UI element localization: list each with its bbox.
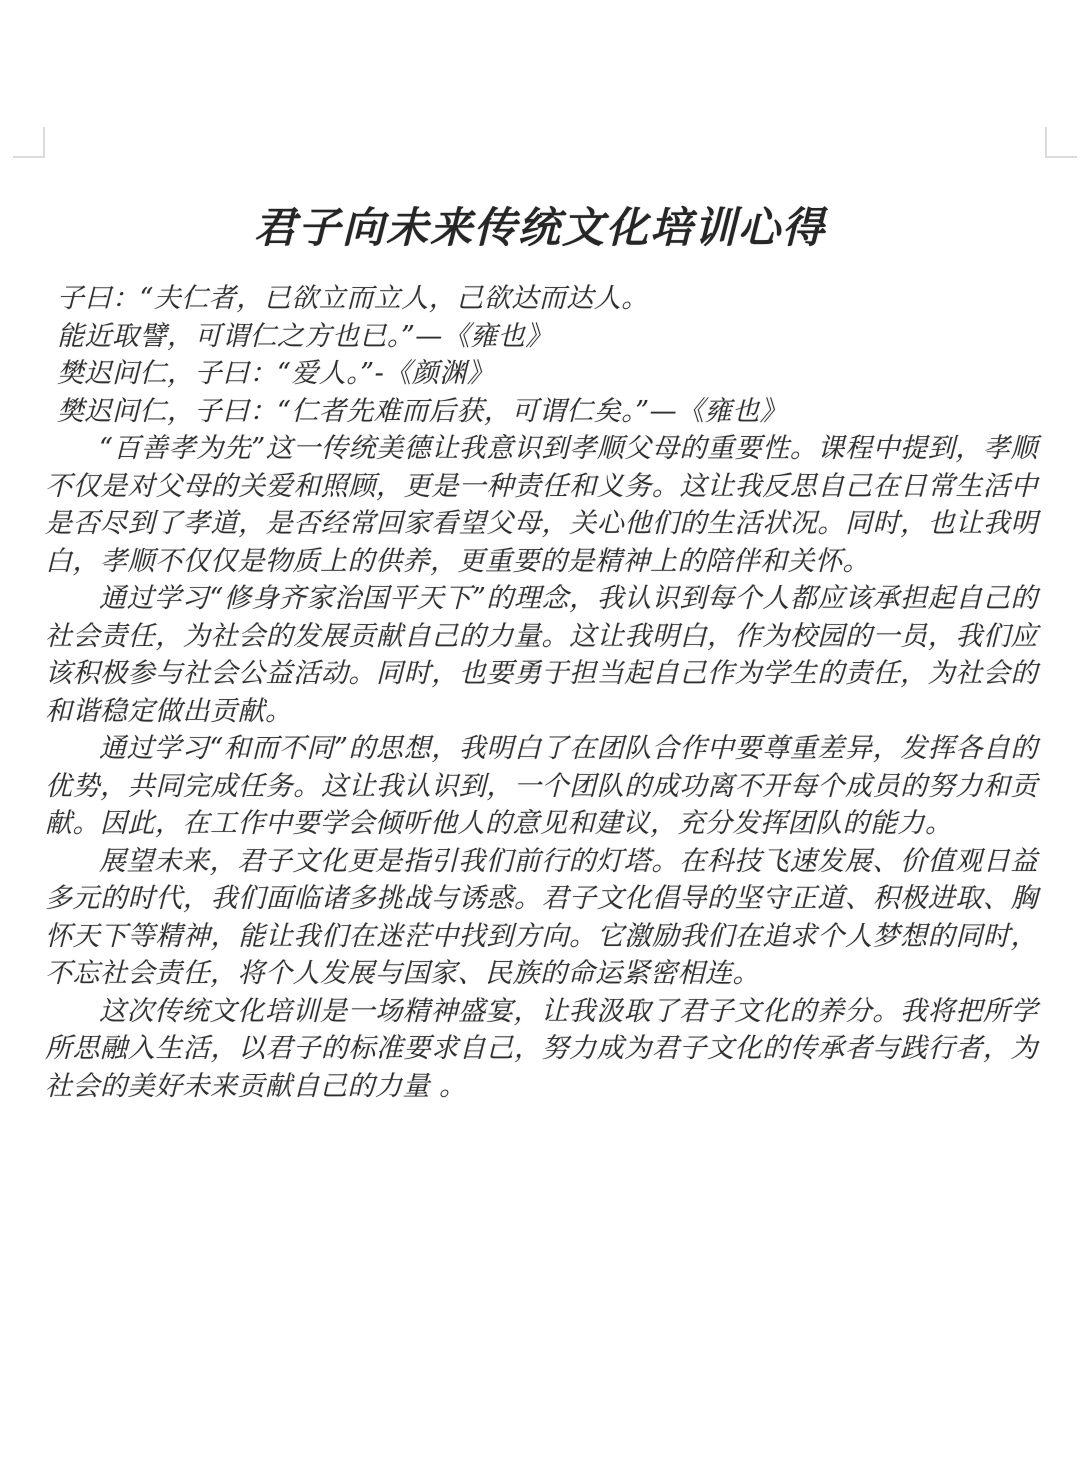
paragraph: “百善孝为先”这一传统美德让我意识到孝顺父母的重要性。课程中提到，孝顺不仅是对父母的关爱和照顾，更是一种责任和义务。这让我反思自己在日常生活中是否尽到了孝道，是否经常回家看望父母，关心他们的生活状况。同时，也让我明白，孝顺不仅仅是物质上的供养，更重要的是精神上的陪伴和关怀。 (45, 433, 1038, 577)
quote-line: 樊迟问仁，子曰：“仁者先难而后获，可谓仁矣。”—《雍也》 (57, 395, 788, 427)
text-boundary-corner-right-icon (1045, 127, 1077, 158)
paragraph: 通过学习“修身齐家治国平天下”的理念，我认识到每个人都应该承担起自己的社会责任，为社会的发展贡献自己的力量。这让我明白，作为校园的一员，我们应该积极参与社会公益活动。同时，也要勇于担当起自己作为学生的责任，为社会的和谐稳定做出贡献。 (45, 583, 1038, 727)
document-title: 君子向未来传统文化培训心得 (253, 203, 826, 252)
paragraph: 这次传统文化培训是一场精神盛宴，让我汲取了君子文化的养分。我将把所学所思融入生活，以君子的标准要求自己，努力成为君子文化的传承者与践行者，为社会的美好未来贡献自己的力量 。 (45, 995, 1038, 1102)
text-boundary-corner-left-icon (13, 127, 45, 158)
quote-line: 子曰：“夫仁者，已欲立而立人，己欲达而达人。 (57, 283, 649, 314)
quote-line: 能近取譬，可谓仁之方也已。”—《雍也》 (57, 320, 553, 352)
quote-block (57, 280, 1040, 430)
document-body (45, 430, 1038, 1105)
paragraph: 通过学习“和而不同”的思想，我明白了在团队合作中要尊重差异，发挥各自的优势，共同完成任务。这让我认识到，一个团队的成功离不开每个成员的努力和贡献。因此，在工作中要学会倾听他人的意见和建议，充分发挥团队的能力。 (45, 733, 1038, 839)
paragraph: 展望未来，君子文化更是指引我们前行的灯塔。在科技飞速发展、价值观日益多元的时代，我们面临诸多挑战与诱惑。君子文化倡导的坚守正道、积极进取、胸怀天下等精神，能让我们在迷茫中找到方向。它激励我们在追求个人梦想的同时，不忘社会责任，将个人发展与国家、民族的命运紧密相连。 (45, 845, 1038, 989)
quote-line: 樊迟问仁，子曰：“爱人。”-《颜渊》 (57, 358, 495, 389)
